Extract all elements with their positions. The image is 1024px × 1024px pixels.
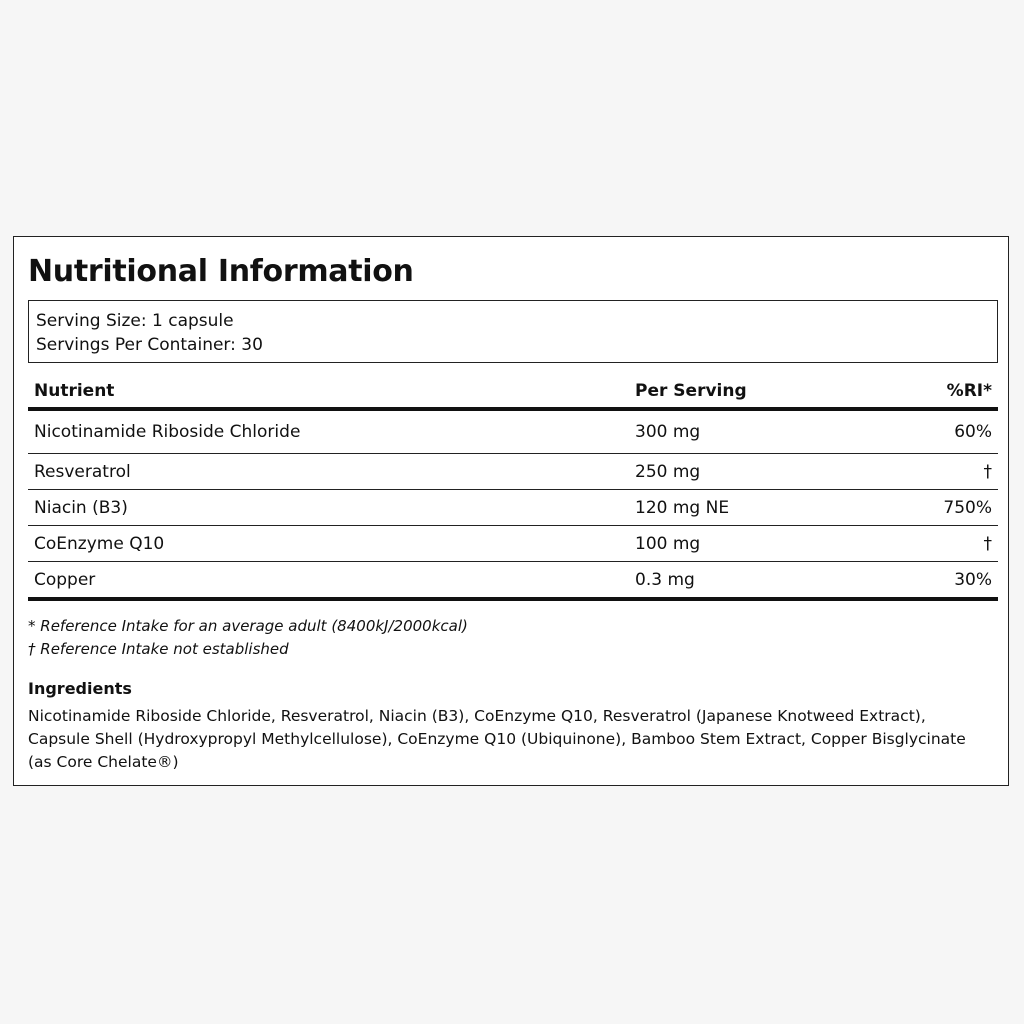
nutrient-name: Copper [28, 562, 629, 600]
header-ri: %RI* [879, 375, 998, 409]
footnote-not-established: † Reference Intake not established [28, 640, 289, 658]
serving-info-box [28, 300, 998, 363]
nutrient-amount: 100 mg [629, 526, 879, 562]
table-row [28, 562, 998, 600]
nutrient-ri: † [879, 526, 998, 562]
table-row [28, 454, 998, 490]
table-row [28, 490, 998, 526]
nutrient-name: CoEnzyme Q10 [28, 526, 629, 562]
header-per-serving: Per Serving [629, 375, 879, 409]
nutrient-amount: 300 mg [629, 409, 879, 454]
nutrient-ri: 60% [879, 409, 998, 454]
nutrient-name: Nicotinamide Riboside Chloride [28, 409, 629, 454]
serving-size: Serving Size: 1 capsule [36, 311, 234, 331]
footnote-reference-intake: * Reference Intake for an average adult (8400kJ/2000kcal) [28, 617, 468, 635]
label-title: Nutritional Information [28, 254, 414, 289]
servings-per-container: Servings Per Container: 30 [36, 335, 263, 355]
header-nutrient: Nutrient [28, 375, 629, 409]
nutrient-ri: 30% [879, 562, 998, 600]
table-row [28, 526, 998, 562]
table-header-row [28, 375, 998, 409]
nutrient-ri: † [879, 454, 998, 490]
ingredients-heading: Ingredients [28, 679, 132, 698]
nutrient-amount: 120 mg NE [629, 490, 879, 526]
nutrient-amount: 0.3 mg [629, 562, 879, 600]
nutrient-amount: 250 mg [629, 454, 879, 490]
nutrient-ri: 750% [879, 490, 998, 526]
nutrient-table [28, 375, 998, 601]
ingredients-list: Nicotinamide Riboside Chloride, Resveratrol, Niacin (B3), CoEnzyme Q10, Resveratrol (Japanese Knotweed Extract), Capsule Shell (Hydroxypropyl Methylcellulose), CoEnzyme Q10 (Ubiquinone), Bamboo Stem Extract, Copper Bisglycinate (as Core Chelate®) [28, 707, 966, 771]
nutrition-label [13, 236, 1009, 786]
nutrient-name: Niacin (B3) [28, 490, 629, 526]
nutrient-name: Resveratrol [28, 454, 629, 490]
table-row [28, 409, 998, 454]
footnotes [28, 615, 468, 661]
